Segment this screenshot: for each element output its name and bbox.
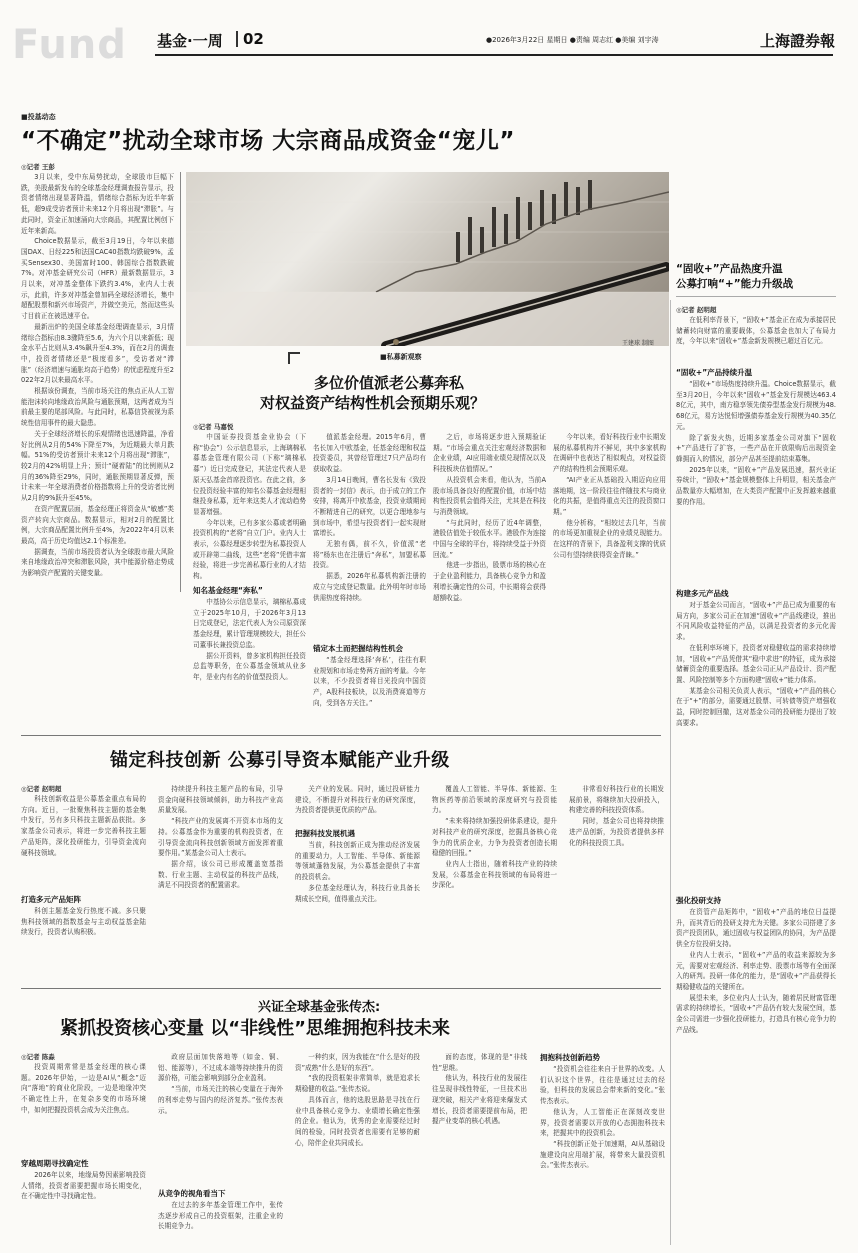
article1-photo — [186, 172, 669, 346]
article3-body-col4: 覆盖人工智能、半导体、新能源、生物医药等前沿领域的深度研究与投资能力。 “未来将持续加强投研体系建设，提升对科技产业的研究深度，挖掘具备核心竞争力的优质企业，力争为投资者创造长期稳健的回报。” 业内人士指出，随着科技产业的持续发展，公募基金在科技领域的布局将进一步深化。 — [432, 785, 557, 890]
photo-credit: 王建球 制图 — [622, 340, 654, 347]
inset-corner-marker — [288, 352, 300, 364]
article3-top-rule — [21, 735, 661, 736]
right-byline: ◎记者 赵明超 — [676, 306, 717, 314]
article4-top-rule — [21, 988, 661, 989]
right-col-divider — [670, 300, 671, 1245]
article3-body-col1b: 科创主题基金发行热度不减。多只聚焦科技领域的指数基金与主动权益基金陆续发行，投资者认购积极。 — [21, 907, 146, 937]
article4-body-col1b: 2026年以来，地缘局势因素影响投资人情绪，投资者需要把握市场长期变化，在不确定性中寻找确定性。 — [21, 1171, 146, 1201]
article3-body-col3b: 当前，科技创新正成为推动经济发展的重要动力，人工智能、半导体、新能源等领域蓬勃发展，为公募基金提供了丰富的投资机会。 多位基金经理认为，科技行业具备长期成长空间，值得重点关注。 — [295, 841, 420, 903]
article3-sub2: 把握科技发展机遇 — [295, 829, 355, 838]
article4-byline: ◎记者 陈淼 — [21, 1053, 55, 1061]
right-sub3: 强化投研支持 — [676, 896, 721, 905]
title-divider — [236, 31, 238, 47]
header-rule — [155, 54, 833, 56]
article4-headline-line2: 紧抓投资核心变量 以“非线性”思维拥抱科技未来 — [60, 1018, 450, 1039]
right-body-4: 在资管产品矩阵中，“固收+”产品的地位日益提升，而其背后的投研支持尤为关键。多家公司搭建了多资产投资团队，通过固收与权益团队的协同，为产品提供全方位投研支持。 业内人士表示，“固收+”产品的收益来源较为多元，需要对宏观经济、利率走势、股票市场等有全面深入的研判。投研一体化的能力，是“固收+”产品获得长期稳健收益的关键所在。 展望未来，多位业内人士认为，随着居民财富管理需求的持续增长，“固收+”产品仍有较大发展空间，基金公司需进一步强化投研能力，打造具有核心竞争力的产品线。 — [676, 908, 836, 1034]
article2-body-col3: 之后，市场将逐步进入预期验证期。“市场会重点关注宏观经济数据和企业业绩，AI应用端业绩兑现情况以及科技板块估值情况。” 从投资机会来看，他认为，当前A股市场具备良好的配置价值，市场中结构性投资机会值得关注，尤其是在科技与消费领域。 “与此同时，经历了近4年调整，港股估值处于较低水平。港股作为连接中国与全球的平台，将持续受益于外资回流。” 他进一步指出，股票市场的核心在于企业盈利能力，具备核心竞争力和盈利增长确定性的公司，中长期将会获得超额收益。 — [433, 433, 546, 602]
article4-body-col4: 面的态度，体现的是“非线性”思维。 他认为，科技行业的发展往往呈现非线性特征，一旦技术出现突破，相关产业将迎来爆发式增长，投资者需要提前布局，把握产业变革的核心机遇。 — [432, 1053, 527, 1126]
masthead-logo: 上海證券報 — [760, 32, 836, 50]
article4-sub3: 拥抱科技创新趋势 — [540, 1053, 600, 1062]
article2-sub1: 知名基金经理“奔私” — [193, 586, 263, 595]
article4-sub1: 穿越周期寻找确定性 — [21, 1159, 89, 1168]
article3-body-col2: 持续提升科技主题产品的布局，引导资金向硬科技领域倾斜，助力科技产业高质量发展。 “科技产业的发展离不开资本市场的支持。公募基金作为重要的机构投资者，在引导资金流向科技创新领域方面发挥着重要作用。”某基金公司人士表示。 据介绍，该公司已形成覆盖宽基指数、行业主题、主动权益的科技产品线，满足不同投资者的配置需求。 — [158, 785, 283, 890]
article1-byline: ◎记者 王彭 — [21, 163, 55, 171]
section-title: 基金·一周 — [157, 32, 223, 50]
article3-body-col1: 科技创新收益是公募基金重点布局的方向。近日，一批聚焦科技主题的基金集中发行，另有多只科技主题新品获批。多家基金公司表示，将进一步完善科技主题产品矩阵，深化投研能力，引导资金流向硬科技领域。 — [21, 795, 146, 857]
article4-body-col1: 投资周期常常是基金经理的核心课题。2026年伊始，一边是AI从“概念”迈向“落地”的商业化阶段，一边是地缘冲突不确定性上升，在复杂多变的市场环境中，如何把握投资机会成为关注焦点。 — [21, 1063, 146, 1114]
article2-body-col2b: “基金经理选择‘奔私’，往往有职业规划和市场走势两方面的考量。今年以来，不少投资者将目光投向中国资产，A股科技板块，以及消费赛道等方向，受到各方关注。” — [313, 656, 426, 707]
article2-sub2: 锚定本土而把握结构性机会 — [313, 644, 403, 653]
article3-byline: ◎记者 赵明超 — [21, 785, 62, 793]
chart-photo-graphic — [186, 172, 669, 346]
right-sub2: 构建多元产品线 — [676, 589, 729, 598]
article2-tag: ■私募新观察 — [380, 353, 422, 361]
article1-tag: ■投基动态 — [21, 113, 56, 121]
right-body-1: 在低利率背景下，“固收+”基金正在成为承接居民储蓄转向财富的重要载体，公募基金也加大了布局力度，今年以来“固收+”基金新发规模已超过百亿元。 — [676, 316, 836, 346]
article4-body-col2: 政府层面加快落地等（如金、铜、铝、能源等），不过成本端等持续推升的资源价格，可能会影响到部分企业盈利。 “当前，市场关注的核心变量在于海外的利率走势与国内的经济复苏。”张传杰表示。 — [158, 1053, 283, 1115]
fund-watermark: Fund — [12, 22, 127, 68]
article2-body-col2: 值派基金经理。2015年6月，曹名长加入中欧基金，任基金经理和权益投资委员，其曾经管理过7只产品均有获取收益。 3月14日晚间，曹名长发布《致投资者的一封信》表示，由于成立的工作安排，将离开中欧基金，投资业绩期间不断精进自己的研究，以更合理地参与到市场中，希望与投资者们一起实现财富增长。 无独有偶，前不久，价值派“老将”杨东也在注册后“奔私”，加盟私募投资。 据悉，2026年私募机构新注册的成立与完成登记数量。此外明年时市场供需热度将持续。 — [313, 433, 426, 602]
article3-sub1: 打造多元产品矩阵 — [21, 895, 81, 904]
article4-headline-line1: 兴证全球基金张传杰: — [258, 1000, 381, 1015]
article4-body-col2b: 在过去的多年基金管理工作中，张传杰逐步形成自己的投资框架，注重企业的长期竞争力。 — [158, 1201, 283, 1231]
article-right-subhead: “固收+”产品热度升温 公募打响“+”能力升级战 — [676, 263, 794, 290]
right-sub1: “固收+”产品持续升温 — [676, 368, 753, 377]
page-number: 02 — [243, 30, 264, 48]
article3-body-col5: 非常看好科技行业的长期发展前景，将继续加大投研投入，构建完善的科技投资体系。 同时，基金公司也将持续推进产品创新，为投资者提供多样化的科技投资工具。 — [569, 785, 664, 847]
right-body-2: “固收+”市场热度持续升温。Choice数据显示，截至3月20日，今年以来“固收+”基金发行规模达463.48亿元，其中，南方稳享领先债券型基金发行规模为48.68亿元，易方达悦恒增强债券基金发行规模为40.35亿元。 除了新发火热，近期多家基金公司对旗下“固收+”产品进行了扩容，一些产品在开放限购后出现资金蜂拥而入的情况，部分产品甚至提前结束募集。 2025年以来，“固收+”产品发展迅速，据兴业证券统计，“固收+”基金规模整体上升明显，相关基金产品数量亦大幅增加，在大类资产配置中正发挥越来越重要的作用。 — [676, 380, 836, 506]
article2-body-col1b: 中基协公示信息显示，璃棉私募成立于2025年10月，于2026年3月13日完成登记，法定代表人为公司原资深基金经理，累计管理规模较大，担任公司董事长兼投资总监。 据公开资料，曾多家机构担任投资总监等职务，在公募基金领域从业多年，是业内有名的价值型投资人。 — [193, 598, 306, 681]
right-subhead-underline — [676, 296, 836, 297]
right-body-3: 对于基金公司而言，“固收+”产品已成为重要的布局方向，多家公司正在加速“固收+”产品线建设，推出不同风险收益特征的产品，以满足投资者的多元化需求。 在低利率环境下，投资者对稳健收益的需求持续增加，“固收+”产品凭借其“稳中求进”的特征，成为承接储蓄资金的重要选择。基金公司正从产品设计、资产配置、风险控制等多个方面构建“固收+”能力体系。 某基金公司相关负责人表示，“固收+”产品的核心在于“+”的部分，需要通过股票、可转债等资产增强收益，同时控制回撤，这对基金公司的投研能力提出了较高要求。 — [676, 601, 836, 727]
article4-sub2: 从竞争的视角看当下 — [158, 1189, 226, 1198]
article2-body-col4: 今年以来，看好科技行业中长期发展的私募机构并不鲜见，其中多家机构在调研中也表达了相似观点，对权益资产的结构性机会预期乐观。 “AI产业正从基础投入期迈向应用落地期，这一阶段往往伴随技术与商业化的共振，是值得重点关注的投资窗口期。” 他分析称，“相较过去几年，当前的市场更加重视企业的业绩兑现能力。在这样的背景下，具备盈利支撑的优质公司有望持续获得资金青睐。” — [553, 433, 666, 559]
article4-body-col5: “投资机会往往来自于世界的改变。人们认识这个世界，往往是通过过去的经验，但科技的发展总会带来新的变化。”张传杰表示。 他认为，人工智能正在深刻改变世界，投资者需要以开放的心态拥抱科技未来，把握其中的投资机会。 “科技创新正处于加速期，AI从基础设施建设向应用端扩展，将带来大量投资机会。”张传杰表示。 — [540, 1065, 665, 1170]
article2-headline-line2: 对权益资产结构性机会预期乐观？ — [260, 394, 486, 412]
article1-body-col1: 3月以来，受中东局势扰动，全球股市巨幅下跌，美股最新发布的全球基金经理调查报告显示，投资者情绪出现显著降温，情绪综合指标为近半年新低，超9成受访者预计未来12个月将出现“滞胀”。与此同时，资金正加速涌向大宗商品，其配置比例创下近年来新高。 Choice数据显示，截至3月19日，今年以来德国DAX、日经225和法国CAC40指数均跌破9%，孟买Sensex30、美国富时100、韩国综合指数跌破7%。对冲基金研究公司（HFR）最新数据显示，3月以来，对冲基金整体下跌约3.4%，业内人士表示，此前，许多对冲基金曾加码全球经济增长，集中超配股票和新兴市场资产，并做空美元，然而这些头寸目前正在被迅速平仓。 最新出炉的美国全球基金经理调查显示，3月情绪综合指标由8.3骤降至5.6，为六个月以来新低；现金水平占比则从3.4%飙升至4.3%，而在2月的调查中，投资者情绪还是“极度看多”，受访者对“滞胀”（经济增速与通胀均高于趋势）的忧虑程度升至2022年2月以来最高水平。 根据该份调查，当前市场关注的焦点正从人工智能泡沫转向地缘政治风险与通胀预期，这两者成为当前最主要的尾部风险。与此同时，私募信贷被视为系统性信用事件的最大隐患。 关于全球经济增长的乐观情绪也迅速降温，净看好比例从2月的54%下降至7%，为近期最大单月跌幅。51%的受访者预计未来12个月将出现“滞胀”，较2月的42%明显上升；预计“硬着陆”的比例则从2月的36%降至29%，同时，通胀预期显著反弹，预计未来一年全球消费者价格指数将上升的受访者比例从2月的9%跃升至45%。 在资产配置层面，基金经理正将资金从“敏感”类资产转向大宗商品。数据显示，相对2月的配置比例，大宗商品配置比例升至4%，为2022年4月以来最高，高于历史均值达2.1个标准差。 据调查，当前市场投资者认为全球股市最大风险来自地缘政治冲突和滞胀风险，其中能源价格走势成为影响资产配置的关键变量。 — [21, 173, 174, 578]
article4-body-col3: 一种约束，因为我能在“什么是好的投资”成熟“什么是好的东西”。 “我的投资框架非常简单，就是追求长期稳健的收益。”张传杰说。 具体而言，他的选股思路是寻找在行业中具备核心竞争力、业绩增长确定性强的企业。他认为，优秀的企业需要经过时间的检验，同时投资者也需要有足够的耐心，陪伴企业共同成长。 — [295, 1053, 420, 1147]
article1-col-divider-1 — [180, 172, 181, 592]
article3-headline: 锚定科技创新 公募引导资本赋能产业升级 — [110, 750, 450, 771]
article1-headline: “不确定”扰动全球市场 大宗商品成资金“宠儿” — [21, 128, 515, 154]
date-line: ●2026年3月22日 星期日 ●责编 周志红 ●美编 刘宇涛 — [486, 36, 659, 44]
article2-body-col1: 中国证券投资基金业协会（下称“协会”）公示信息显示，上海璃棉私募基金管理有限公司（下称“璃棉私募”）近日完成登记，其法定代表人是原天弘基金首席投资官。在此之前，多位投资经验丰富的知名公募基金经理相继投身私募，近年来这类人才流动趋势显著增强。 今年以来，已有多家公募或者明确投资机构的“老将”自立门户。业内人士表示，公募经理逐步转型为私募投资人或开辟第二曲线，这些“老将”凭借丰富经验，将进一步完善私募行业的人才结构。 — [193, 433, 306, 581]
article3-body-col3: 关产业的发展。同时，通过投研能力建设，不断提升对科技行业的研究深度，为投资者提供更优质的产品。 — [295, 785, 420, 815]
article2-headline-line1: 多位价值派老公募奔私 — [314, 374, 465, 392]
article2-byline: ◎记者 马嘉悦 — [193, 423, 234, 431]
